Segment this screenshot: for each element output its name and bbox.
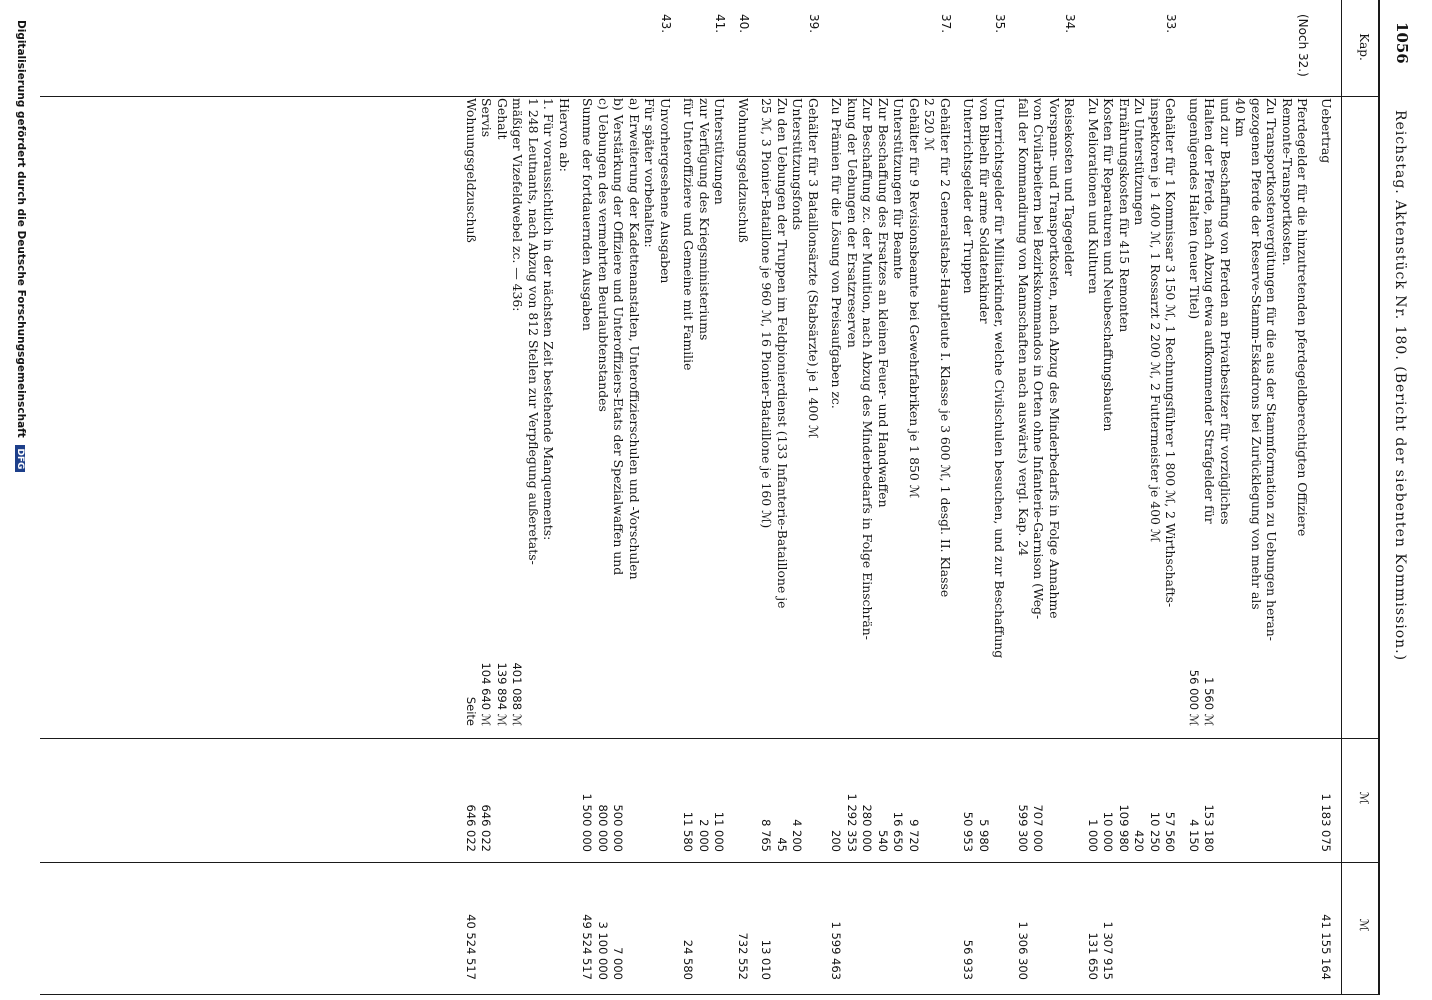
budget-line-text: Gehälter für 3 Bataillonsärzte (Stabsärzte) je 1 400 ℳ <box>806 98 821 439</box>
amount-subtotal: 5 980 <box>977 819 991 852</box>
page-header-title: Reichstag. Aktenstück Nr. 180. (Bericht der siebenten Kommission.) <box>1392 110 1408 662</box>
budget-line-text: Unterrichtsgelder der Truppen <box>961 98 977 294</box>
amount-total: 1 307 915 <box>1101 921 1116 980</box>
budget-line-text: Reisekosten und Tagegelder <box>1062 98 1078 277</box>
amount-subtotal: 2 000 <box>697 819 711 852</box>
amount-subtotal: 1 292 353 <box>845 793 859 852</box>
column-header-mark-1: ℳ <box>1357 791 1371 805</box>
amount-subtotal: 1 500 000 <box>580 793 595 852</box>
budget-line-text: b) Verstärkung der Offiziere und Unteroffiziers-Etats der Spezialwaffen und <box>611 98 627 576</box>
budget-line-text: Wohnungsgeldzuschuß <box>736 98 751 243</box>
budget-line-text: Gehälter für 2 Generalstabs-Hauptleute I. Klasse je 3 600 ℳ, 1 desgl. II. Klasse <box>938 98 953 598</box>
budget-line-text: Zur Beschaffung des Ersatzes an kleinen Feuer- und Handwaffen <box>876 98 891 508</box>
budget-line-text: a) Erweiterung der Kadettenanstalten, Unteroffizierschulen und -Vorschulen <box>627 98 642 580</box>
amount-subtotal: 45 <box>775 837 789 852</box>
amount-total: 49 524 517 <box>580 914 595 980</box>
amount-subtotal: 500 000 <box>611 804 626 852</box>
amount-subtotal: 10 000 <box>1101 811 1116 852</box>
inline-amount: 139 894 ℳ <box>495 662 509 726</box>
amount-subtotal: 1 183 075 <box>1319 793 1333 852</box>
amount-subtotal: 200 <box>829 830 844 852</box>
rule-col-mark2 <box>40 862 1380 863</box>
budget-line-text: Gehalt <box>495 98 510 140</box>
budget-line-text: Vorspann- und Transportkosten, nach Abzug des Minderbedarfs in Folge Annahme <box>1047 98 1062 619</box>
amount-subtotal: 280 000 <box>860 804 875 852</box>
amount-total: 1 306 300 <box>1016 921 1030 980</box>
amount-subtotal: 4 200 <box>790 819 805 852</box>
budget-line-text: von Civilarbeitern bei Bezirkskommandos in Orten ohne Infanterie-Garnison (Weg- <box>1031 98 1047 620</box>
budget-line-text: fall der Kommandirung von Mannschaften nach auswärts) vergl. Kap. 24 <box>1016 98 1031 556</box>
budget-line-text: Unterrichtsgelder für Militairkinder, welche Civilschulen besuchen, und zur Beschaffung <box>992 98 1008 659</box>
budget-line-text: Unterstützungen für Beamte <box>891 98 907 279</box>
budget-line-text: Zu Transportkostenvergütungen für die aus der Stammformation zu Uebungen heran- <box>1264 98 1280 641</box>
budget-line-text: zur Verfügung des Kriegsministeriums <box>697 98 712 341</box>
budget-line-text: für Unteroffiziere und Gemeine mit Familie <box>681 98 697 371</box>
budget-line-text: Ernährungskosten für 415 Remonten <box>1117 98 1132 333</box>
budget-line-text: Wohnungsgeldzuschuß <box>464 98 479 243</box>
kapitel-number: 40. <box>737 14 751 34</box>
amount-subtotal: 57 560 <box>1163 811 1178 852</box>
budget-line-text: 1 248 Leutnants, nach Abzug von 812 Stellen zur Verpflegung außeretats- <box>526 98 541 565</box>
budget-line-text: inspektoren je 1 400 ℳ, 1 Rossarzt 2 200 ℳ, 2 Futtermeister je 400 ℳ <box>1148 98 1163 543</box>
amount-subtotal: 50 953 <box>961 811 976 852</box>
budget-line-text: Unterstützungen <box>712 98 728 205</box>
budget-line-text: Für später vorbehalten: <box>642 98 658 248</box>
kapitel-number: (Noch 32.) <box>1296 14 1311 77</box>
amount-total: 3 100 000 <box>596 921 610 980</box>
amount-total: 24 580 <box>681 939 696 980</box>
rule-col-kap <box>40 96 1380 97</box>
amount-total: 40 524 517 <box>464 914 478 980</box>
kapitel-number: 41. <box>713 14 728 34</box>
budget-line-text: gezogenen Pferde der Reserve-Stamm-Eskadrons bei Zurücklegung von mehr als <box>1249 98 1264 610</box>
budget-line-text: und zur Beschaffung von Pferden an Privatbesitzer für vorzügliches <box>1218 98 1233 525</box>
inline-amount: 104 640 ℳ <box>479 662 494 726</box>
dfg-logo: DFG <box>15 445 25 472</box>
amount-subtotal: 800 000 <box>596 804 610 852</box>
rule-right <box>40 994 1380 995</box>
budget-line-text: mäßiger Vizefeldwebel zc. — 436: <box>510 98 526 312</box>
budget-line-text: ungenügendes Halten (neuer Titel) <box>1187 98 1202 320</box>
amount-subtotal: 646 022 <box>479 804 494 852</box>
budget-line-text: Uebertrag <box>1319 98 1334 164</box>
budget-line-text: 2 520 ℳ <box>922 98 938 151</box>
column-header-kap: Kap. <box>1357 33 1371 61</box>
budget-line-text: Summe der fortdauernden Ausgaben <box>580 98 596 331</box>
amount-total: 41 155 164 <box>1319 914 1333 980</box>
column-header-mark-2: ℳ <box>1357 918 1371 932</box>
amount-subtotal: 707 000 <box>1031 804 1046 852</box>
budget-line-text: c) Uebungen des vermehrten Beurlaubtenstandes <box>596 98 611 412</box>
amount-subtotal: 646 022 <box>464 804 478 852</box>
kapitel-number: 33. <box>1164 14 1179 34</box>
budget-line-text: Kosten für Reparaturen und Neubeschaffungsbauten <box>1101 98 1117 432</box>
amount-subtotal: 8 765 <box>759 819 774 852</box>
amount-subtotal: 109 980 <box>1117 804 1131 852</box>
amount-subtotal: 1 000 <box>1086 819 1100 852</box>
credit-text: Digitalisierung gefördert durch die Deutsche Forschungsgemeinschaft <box>15 20 27 438</box>
budget-line-text: Unterstützungsfonds <box>790 98 806 231</box>
amount-total: 56 933 <box>961 939 976 980</box>
amount-subtotal: 153 180 <box>1202 804 1217 852</box>
amount-subtotal: 599 300 <box>1016 804 1030 852</box>
budget-line-text: 40 km <box>1233 98 1249 137</box>
kapitel-number: 43. <box>659 14 673 34</box>
amount-total: 13 010 <box>759 939 774 980</box>
budget-line-text: Pferdegelder für die hinzutretenden pferdegeldberechtigten Offiziere <box>1295 98 1311 537</box>
page-number: 1056 <box>1393 22 1411 64</box>
kapitel-number: 35. <box>993 14 1008 34</box>
amount-subtotal: 9 720 <box>907 819 921 852</box>
rule-top <box>1378 0 1380 995</box>
amount-total: 7 000 <box>611 947 626 980</box>
budget-line-text: 25 ℳ, 3 Pionier-Bataillone je 960 ℳ, 16 Pionier-Bataillone je 160 ℳ) <box>759 98 775 529</box>
budget-line-text: von Bibeln für arme Soldatenkinder <box>977 98 992 324</box>
budget-line-text: Remonte-Transportkosten. <box>1280 98 1295 266</box>
inline-amount: 1 560 ℳ <box>1202 677 1217 726</box>
budget-line-text: Zu Unterstützungen <box>1132 98 1148 226</box>
digitization-credit <box>15 20 27 472</box>
budget-line-text: Zu Prämien für die Lösung von Preisaufgaben zc. <box>829 98 845 409</box>
kapitel-number: 37. <box>939 14 953 34</box>
amount-total: 732 552 <box>736 932 750 980</box>
kapitel-number: 39. <box>807 14 821 34</box>
budget-line-text: Zu Meliorationen und Kulturen <box>1086 98 1101 294</box>
inline-amount: Seite <box>464 696 478 726</box>
budget-line-text: 1. Für voraussichtlich in der nächsten Zeit bestehende Manquements: <box>541 98 557 541</box>
budget-line-text: Servis <box>479 98 495 138</box>
amount-subtotal: 4 150 <box>1187 819 1201 852</box>
budget-line-text: Gehälter für 9 Revisionsbeamte bei Gewehrfabriken je 1 850 ℳ <box>907 98 922 498</box>
budget-line-text: Hiervon ab: <box>557 98 572 172</box>
amount-total: 131 650 <box>1086 932 1100 980</box>
amount-subtotal: 11 000 <box>712 811 727 852</box>
inline-amount: 56 000 ℳ <box>1187 669 1201 726</box>
budget-line-text: Zu den Uebungen der Truppen im Feldpionierdienst (133 Infanterie-Bataillone je <box>775 98 790 609</box>
inline-amount: 401 088 ℳ <box>510 662 525 726</box>
budget-line-text: Gehälter für 1 Kommissar 3 150 ℳ, 1 Rechnungsführer 1 800 ℳ, 2 Wirthschafts- <box>1163 98 1179 608</box>
amount-subtotal: 10 250 <box>1148 811 1162 852</box>
budget-line-text: kung der Uebungen der Ersatzreserven <box>845 98 860 348</box>
amount-subtotal: 540 <box>876 830 890 852</box>
amount-subtotal: 16 650 <box>891 811 906 852</box>
budget-line-text: Halten der Pferde, nach Abzug etwa aufkommender Strafgelder für <box>1202 98 1218 524</box>
amount-subtotal: 420 <box>1132 830 1147 852</box>
amount-subtotal: 11 580 <box>681 811 696 852</box>
kapitel-number: 34. <box>1063 14 1078 34</box>
budget-line-text: Unvorhergesehene Ausgaben <box>658 98 673 284</box>
budget-line-text: Zur Beschaffung zc. der Munition, nach Abzug des Minderbedarfs in Folge Einschrän- <box>860 98 876 640</box>
amount-total: 1 599 463 <box>829 921 844 980</box>
rule-header <box>1341 0 1342 995</box>
